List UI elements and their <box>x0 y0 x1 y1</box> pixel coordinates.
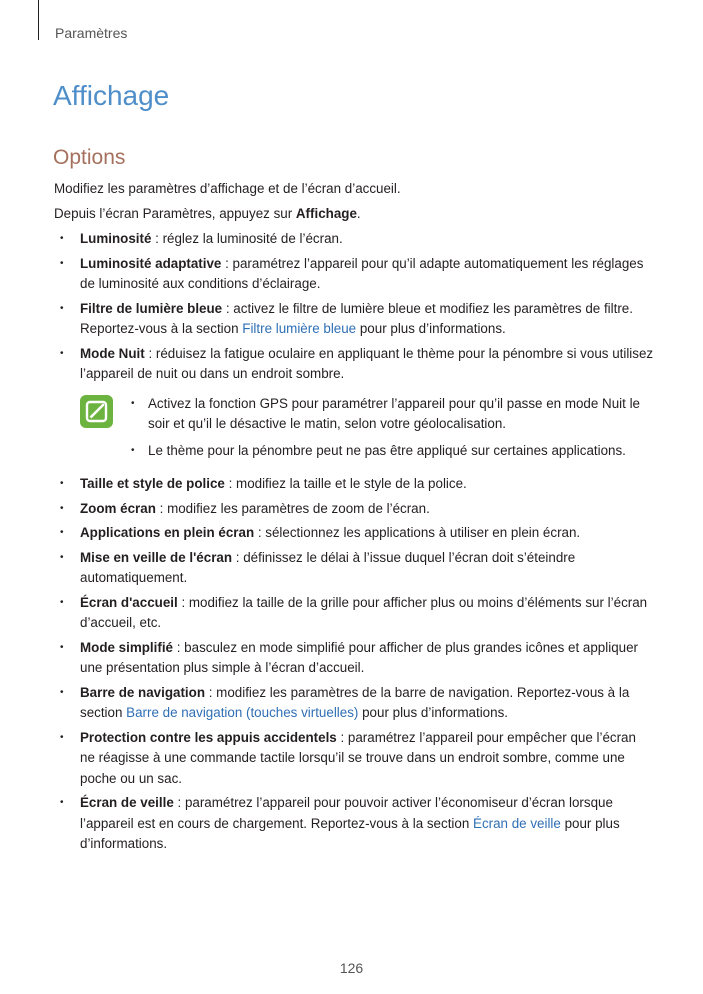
intro-text: Modifiez les paramètres d’affichage et de l’écran d’accueil. <box>54 181 401 196</box>
options-list-bottom <box>54 474 654 855</box>
page-title: Affichage <box>53 80 170 111</box>
note-item: • Activez la fonction GPS pour paramétrer l’appareil pour qu’il passe en mode Nuit le soir et qu’il le désactive le matin, selon votre géolocalisation. <box>148 394 654 435</box>
list-item: • Taille et style de police : modifiez la taille et le style de la police. <box>54 474 654 495</box>
list-item: • Écran de veille : paramétrez l’appareil pour pouvoir activer l’économiseur d’écran lorsque l’appareil est en cours de chargement. Reportez-vous à la section Écran de veille pour plus d’informations. <box>54 793 654 855</box>
list-item: • Mise en veille de l'écran : définissez le délai à l’issue duquel l’écran doit s’éteindre automatiquement. <box>54 548 654 589</box>
page-number: 126 <box>339 960 364 976</box>
link-barre-de-navigation[interactable]: Barre de navigation (touches virtuelles) <box>126 705 359 720</box>
link-filtre-lumiere-bleue[interactable]: Filtre lumière bleue <box>242 321 357 336</box>
options-list-top <box>54 229 654 385</box>
link-ecran-de-veille[interactable]: Écran de veille <box>473 815 561 831</box>
list-item: • Mode simplifié : basculez en mode simplifié pour afficher de plus grandes icônes et appliquer une présentation plus simple à l’écran d’accueil. <box>54 638 654 679</box>
instruction-text: Depuis l’écran Paramètres, appuyez sur Affichage. <box>54 206 361 221</box>
note-list <box>148 394 654 462</box>
list-item: • Applications en plein écran : sélectionnez les applications à utiliser en plein écran. <box>54 523 654 544</box>
list-item: • Barre de navigation : modifiez les paramètres de la barre de navigation. Reportez-vous à la section Barre de navigation (touches virtuelles) pour plus d’informations. <box>54 683 654 724</box>
note-pencil-icon <box>80 395 113 428</box>
list-item: • Mode Nuit : réduisez la fatigue oculaire en appliquant le thème pour la pénombre si vous utilisez l’appareil de nuit ou dans un endroit sombre. <box>54 344 654 385</box>
note-item: • Le thème pour la pénombre peut ne pas être appliqué sur certaines applications. <box>148 441 654 462</box>
header-divider <box>38 0 39 40</box>
list-item: • Écran d'accueil : modifiez la taille de la grille pour afficher plus ou moins d’éléments sur l’écran d’accueil, etc. <box>54 593 654 634</box>
note-box <box>54 394 654 462</box>
section-label: Paramètres <box>55 25 128 41</box>
main-content <box>54 179 654 859</box>
section-subtitle: Options <box>53 146 126 169</box>
list-item: • Zoom écran : modifiez les paramètres de zoom de l’écran. <box>54 499 654 520</box>
list-item: • Filtre de lumière bleue : activez le filtre de lumière bleue et modifiez les paramètres de filtre. Reportez-vous à la section Filtre lumière bleue pour plus d’informations. <box>54 299 654 340</box>
list-item: • Protection contre les appuis accidentels : paramétrez l’appareil pour empêcher que l’écran ne réagisse à une commande tactile lorsqu’il se trouve dans un endroit sombre, comme une poche ou un sac. <box>54 728 654 790</box>
list-item: • Luminosité adaptative : paramétrez l’appareil pour qu’il adapte automatiquement les réglages de luminosité aux conditions d’éclairage. <box>54 254 654 295</box>
instruction-bold: Affichage <box>295 206 357 221</box>
list-item: • Luminosité : réglez la luminosité de l’écran. <box>54 229 654 250</box>
